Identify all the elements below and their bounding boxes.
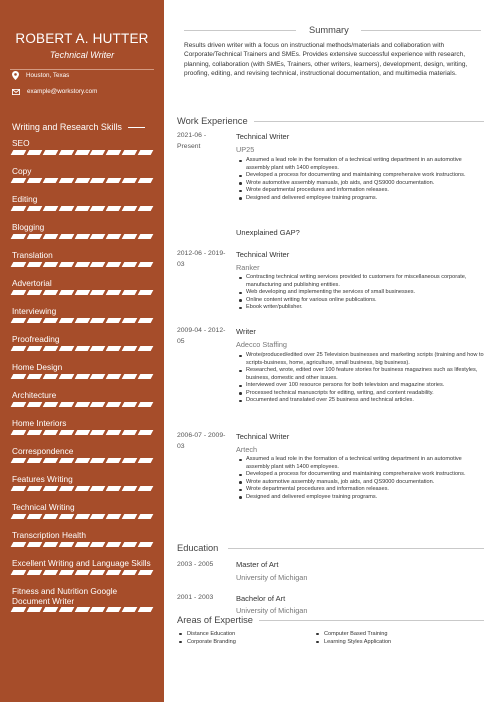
bullet-item: Web developing and implementing the services of small businesses. [236,289,484,297]
skill-level-segment [138,514,154,519]
skill-level-segment [11,262,27,267]
skill-level-segment [138,486,154,491]
skill-level-segment [74,486,90,491]
skill-level-segment [58,514,74,519]
skill-level-segment [42,206,58,211]
skills-heading-rule [128,127,145,128]
skill-level-segment [42,458,58,463]
skill-level-segment [122,150,138,155]
skill-level-segment [58,430,74,435]
skill-item [12,250,156,260]
skill-item [12,418,156,428]
skill-level-segment [90,542,106,547]
skill-level-bar [12,234,152,239]
experience-2-title: Technical Writer [236,250,290,259]
skill-item [12,586,156,606]
skill-label: Proofreading [12,334,60,344]
sidebar [0,0,164,702]
skill-level-segment [122,607,138,612]
skill-level-segment [58,318,74,323]
expertise-item: Computer Based Training [314,630,391,638]
skill-level-segment [42,514,58,519]
skill-level-segment [138,374,154,379]
skill-level-segment [90,150,106,155]
experience-2-bullets [236,274,484,312]
skill-level-segment [42,346,58,351]
skill-level-segment [58,290,74,295]
skill-level-segment [74,346,90,351]
skill-level-bar [12,318,152,323]
skill-level-segment [138,542,154,547]
skill-level-segment [74,570,90,575]
bullet-item: Designed and delivered employee training programs. [236,195,484,203]
skill-item [12,138,156,148]
skill-level-segment [11,514,27,519]
experience-3-title: Writer [236,327,256,336]
skill-level-bar [12,458,152,463]
skill-level-segment [106,430,122,435]
skill-level-segment [27,178,43,183]
summary-text: Results driven writer with a focus on instructional methods/materials and collaboration with Corporate/Technical Trainers and SMEs. Provides extensive successful experience with research, planning, collaboration (with SMEs, Trainers, other writers, learners), development, design, writing, proofing, editing, and revising technical, instructional documentation, and multimedia materials. [184,42,468,77]
skill-level-segment [42,486,58,491]
skill-level-bar [12,290,152,295]
skill-level-segment [138,346,154,351]
skill-item [12,194,156,204]
skill-level-segment [74,150,90,155]
skill-level-bar [12,430,152,435]
bullet-item: Online content writing for various online publications. [236,297,484,305]
skill-level-segment [74,514,90,519]
skill-level-segment [42,290,58,295]
skill-level-segment [106,542,122,547]
skill-level-segment [90,178,106,183]
skill-level-segment [27,430,43,435]
skill-level-segment [11,318,27,323]
experience-3-company: Adecco Staffing [236,340,287,349]
experience-4-bullets [236,456,484,501]
skill-level-segment [27,150,43,155]
skill-level-segment [74,430,90,435]
summary-rule-left [184,30,296,31]
skill-level-segment [42,607,58,612]
skill-level-segment [138,458,154,463]
skill-level-segment [42,150,58,155]
skill-level-segment [90,430,106,435]
bullet-item: Processed technical manuscripts for editing, writing, and content readability. [236,390,484,398]
skill-level-segment [90,607,106,612]
skill-level-segment [74,262,90,267]
contact-location [12,71,69,80]
skill-level-segment [90,374,106,379]
education-1-degree: Master of Art [236,560,279,569]
skill-level-segment [27,570,43,575]
skill-level-segment [90,486,106,491]
skill-level-segment [58,262,74,267]
skill-level-segment [138,178,154,183]
skill-level-segment [11,486,27,491]
skill-label: Home Design [12,362,63,372]
skill-level-segment [74,318,90,323]
skill-level-segment [27,402,43,407]
skill-item [12,390,156,400]
envelope-icon [12,89,20,95]
experience-1-bullets [236,157,484,202]
skill-level-segment [11,402,27,407]
skill-level-segment [11,374,27,379]
bullet-item: Designed and delivered employee training programs. [236,494,484,502]
bullet-item: Developed a process for documenting and maintaining comprehensive work instructions. [236,172,484,180]
skill-level-segment [122,234,138,239]
expertise-column-2 [314,630,391,646]
skill-level-segment [106,374,122,379]
name-divider [10,69,154,70]
skill-level-segment [74,402,90,407]
skill-level-segment [58,570,74,575]
skill-level-segment [42,402,58,407]
skill-label: Correspondence [12,446,74,456]
skill-level-segment [42,430,58,435]
skill-label: Fitness and Nutrition Google Document Writer [12,586,118,606]
skill-level-segment [58,234,74,239]
skill-level-segment [138,290,154,295]
location-pin-icon [12,71,19,80]
experience-1-date: 2021-06 - Present [177,132,207,150]
email-text[interactable]: example@workstory.com [27,88,98,95]
location-text: Houston, Texas [26,72,70,79]
skill-level-segment [106,570,122,575]
skill-level-segment [90,458,106,463]
expertise-column-1 [177,630,236,646]
skill-level-segment [42,570,58,575]
skill-level-segment [58,458,74,463]
skill-level-segment [106,206,122,211]
skill-level-bar [12,542,152,547]
skill-label: Excellent Writing and Language Skills [12,558,151,568]
skill-level-segment [58,374,74,379]
bullet-item: Wrote automotive assembly manuals, job aids, and QS9000 documentation. [236,180,484,188]
summary-rule-right [361,30,481,31]
experience-3-date: 2009-04 - 2012-05 [177,327,226,345]
experience-4-title: Technical Writer [236,432,290,441]
skill-level-segment [122,178,138,183]
experience-heading: Work Experience [177,116,248,126]
skill-level-segment [122,458,138,463]
skill-level-bar [12,150,152,155]
name-block [0,31,164,60]
experience-gap-note: Unexplained GAP? [236,228,300,237]
skill-level-segment [74,206,90,211]
skill-level-segment [27,514,43,519]
skill-level-segment [11,542,27,547]
skill-level-segment [138,262,154,267]
skill-level-segment [138,430,154,435]
skill-level-segment [27,318,43,323]
skill-level-bar [12,514,152,519]
bullet-item: Wrote departmental procedures and information releases. [236,486,484,494]
skill-level-segment [27,607,43,612]
skill-label: Home Interiors [12,418,67,428]
skill-level-segment [90,234,106,239]
bullet-item: Wrote departmental procedures and information releases. [236,187,484,195]
education-heading: Education [177,543,219,553]
expertise-rule [259,620,484,621]
skill-level-segment [122,206,138,211]
skill-level-segment [74,178,90,183]
experience-4-date: 2006-07 - 2009-03 [177,432,226,450]
skill-level-segment [90,206,106,211]
skill-level-segment [58,150,74,155]
experience-1-company: UP25 [236,145,255,154]
skill-level-segment [90,262,106,267]
skill-level-segment [11,458,27,463]
skill-level-segment [106,178,122,183]
skill-level-segment [27,262,43,267]
bullet-item: Documented and translated over 25 business and technical articles. [236,397,484,405]
skill-level-segment [106,318,122,323]
skill-level-segment [11,290,27,295]
skill-level-segment [122,346,138,351]
skill-level-segment [106,607,122,612]
experience-rule [254,121,484,122]
skill-level-segment [106,234,122,239]
skill-level-segment [106,262,122,267]
skill-level-bar [12,607,152,612]
skill-item [12,306,156,316]
skill-level-segment [138,402,154,407]
skill-item [12,222,156,232]
skill-level-segment [27,346,43,351]
skill-level-segment [27,542,43,547]
skill-label: Editing [12,194,38,204]
skill-item [12,278,156,288]
skill-level-segment [106,290,122,295]
skill-label: SEO [12,138,30,148]
summary-heading: Summary [309,25,349,35]
skill-level-segment [90,402,106,407]
skill-level-bar [12,486,152,491]
skill-level-segment [42,374,58,379]
skill-level-segment [11,178,27,183]
skill-level-segment [74,234,90,239]
skill-label: Architecture [12,390,57,400]
skill-level-segment [106,346,122,351]
skill-level-segment [90,570,106,575]
skill-level-segment [42,178,58,183]
skill-level-bar [12,262,152,267]
skill-level-segment [122,374,138,379]
skill-item [12,530,156,540]
experience-3-bullets [236,352,484,405]
skill-level-segment [27,374,43,379]
skill-level-segment [42,542,58,547]
skill-level-segment [138,570,154,575]
expertise-item: Distance Education [177,630,236,638]
skill-level-segment [90,514,106,519]
skill-level-segment [11,234,27,239]
skill-level-segment [58,402,74,407]
bullet-item: Researched, wrote, edited over 100 feature stories for business magazines such as lifestyles, business, domestic and other issues. [236,367,484,382]
skill-level-segment [138,234,154,239]
skill-level-segment [58,206,74,211]
skill-level-segment [74,458,90,463]
education-rule [228,548,484,549]
skill-level-segment [122,318,138,323]
skill-level-segment [11,150,27,155]
skill-level-segment [122,542,138,547]
skill-item [12,474,156,484]
skill-level-segment [106,402,122,407]
skill-level-segment [58,178,74,183]
skill-level-segment [11,570,27,575]
contact-email[interactable] [12,88,97,95]
skill-level-segment [90,290,106,295]
skill-level-segment [138,318,154,323]
skill-label: Transcription Health [12,530,86,540]
education-1-date: 2003 - 2005 [177,561,214,568]
skill-level-bar [12,346,152,351]
skill-level-bar [12,206,152,211]
skill-label: Blogging [12,222,45,232]
skill-level-bar [12,374,152,379]
skill-level-bar [12,402,152,407]
skill-level-segment [122,402,138,407]
skill-level-segment [106,458,122,463]
skill-level-segment [74,290,90,295]
skill-level-segment [90,346,106,351]
skill-item [12,166,156,176]
skill-level-segment [74,542,90,547]
experience-4-company: Artech [236,445,258,454]
skill-level-segment [122,262,138,267]
skill-level-segment [122,570,138,575]
skill-level-segment [27,458,43,463]
skill-level-segment [58,542,74,547]
skill-level-segment [11,346,27,351]
skill-item [12,362,156,372]
skill-level-segment [11,430,27,435]
bullet-item: Wrote automotive assembly manuals, job aids, and QS9000 documentation. [236,479,484,487]
skill-level-segment [74,374,90,379]
expertise-item: Learning Styles Application [314,638,391,646]
skill-level-segment [42,262,58,267]
skill-level-segment [122,290,138,295]
candidate-title: Technical Writer [49,50,115,60]
experience-2-date: 2012-06 - 2019-03 [177,250,226,268]
bullet-item: Interviewed over 100 resource persons for both television and magazine stories. [236,382,484,390]
skill-item [12,558,156,568]
candidate-name: ROBERT A. HUTTER [15,31,149,46]
skill-level-segment [27,234,43,239]
skill-level-segment [58,607,74,612]
experience-1-title: Technical Writer [236,132,290,141]
experience-2-company: Ranker [236,263,260,272]
bullet-item: Developed a process for documenting and maintaining comprehensive work instructions. [236,471,484,479]
education-2-degree: Bachelor of Art [236,594,286,603]
skill-level-segment [138,607,154,612]
skill-level-segment [42,234,58,239]
skill-level-segment [11,607,27,612]
skill-level-bar [12,178,152,183]
bullet-item: Wrote/produced/edited over 25 Television businesses and marketing scripts (training and how to scripts-business, home, agriculture, small business, big business). [236,352,484,367]
skill-level-segment [42,318,58,323]
education-2-date: 2001 - 2003 [177,594,214,601]
skill-level-segment [138,206,154,211]
skill-level-segment [106,486,122,491]
skill-level-segment [74,607,90,612]
skill-level-segment [58,486,74,491]
skill-label: Translation [12,250,53,260]
skill-label: Advertorial [12,278,52,288]
skill-level-segment [27,206,43,211]
skill-label: Interviewing [12,306,57,316]
skill-level-segment [122,486,138,491]
skill-level-segment [122,430,138,435]
skill-level-segment [90,318,106,323]
bullet-item: Ebook writer/publisher. [236,304,484,312]
skills-heading: Writing and Research Skills [12,122,145,132]
bullet-item: Contracting technical writing services provided to customers for miscellaneous corporate, manufacturing and publishing entities. [236,274,484,289]
education-1-school: University of Michigan [236,573,308,582]
skill-level-segment [106,150,122,155]
skill-item [12,446,156,456]
skill-level-segment [11,206,27,211]
skill-label: Copy [12,166,32,176]
skill-item [12,334,156,344]
bullet-item: Assumed a lead role in the formation of a technical writing department in an automotive assembly plant with 1400 employees. [236,157,484,172]
expertise-heading: Areas of Expertise [177,615,253,625]
skill-level-bar [12,570,152,575]
skill-level-segment [27,486,43,491]
expertise-item: Corporate Branding [177,638,236,646]
skill-level-segment [58,346,74,351]
education-2-school: University of Michigan [236,606,308,615]
skill-label: Features Writing [12,474,73,484]
skill-item [12,502,156,512]
skill-level-segment [27,290,43,295]
skill-level-segment [138,150,154,155]
skill-level-segment [122,514,138,519]
bullet-item: Assumed a lead role in the formation of a technical writing department in an automotive assembly plant with 1400 employees. [236,456,484,471]
skill-level-segment [106,514,122,519]
skill-label: Technical Writing [12,502,75,512]
